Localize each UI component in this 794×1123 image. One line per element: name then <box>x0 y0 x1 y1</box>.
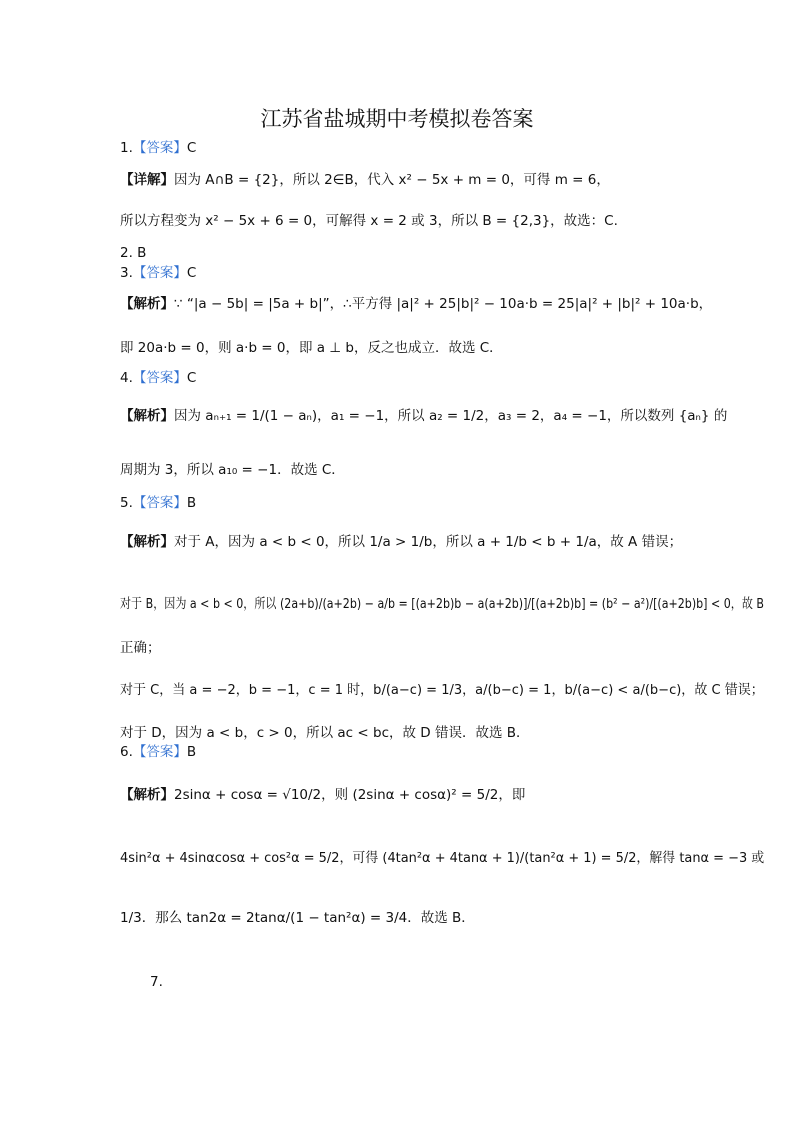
answer-line <box>120 681 764 699</box>
page-title: 江苏省盐城期中考模拟卷答案 <box>260 107 534 131</box>
section-label: 【解析】 <box>120 408 174 424</box>
line-text: ∵ “|a − 5b| = |5a + b|”，∴平方得 |a|² + 25|b|² − 10a·b = 25|a|² + |b|² + 10a·b， <box>174 296 713 312</box>
section-label: 【答案】 <box>132 140 187 156</box>
section-label: 【解析】 <box>120 787 174 803</box>
line-text: B <box>186 495 197 511</box>
line-text: 即 20a·b = 0，则 a·b = 0，即 a ⊥ b，反之也成立．故选 C． <box>120 340 503 356</box>
answer-line <box>120 724 530 742</box>
line-text: 1/3．那么 tan2α = 2tanα/(1 − tan²α) = 3/4．故选 B． <box>120 910 475 926</box>
line-text: B <box>186 744 197 760</box>
answer-line <box>120 244 146 262</box>
line-text: 正确； <box>120 640 161 656</box>
line-text: C <box>186 370 197 386</box>
line-text: C <box>186 140 197 156</box>
answer-line <box>120 295 712 313</box>
line-text: 对于 C，当 a = −2，b = −1，c = 1 时，b/(a−c) = 1/3，a/(b−c) = 1，b/(a−c) < a/(b−c)，故 C 错误； <box>120 682 764 698</box>
question-number: 4. <box>120 370 133 386</box>
line-text: 周期为 3，所以 a₁₀ = −1．故选 C． <box>120 462 345 478</box>
question-number: 1. <box>120 140 133 156</box>
question-number: 6. <box>120 744 133 760</box>
answer-line <box>120 786 525 804</box>
section-label: 【答案】 <box>132 495 187 511</box>
answer-line <box>120 639 161 657</box>
line-text: 对于 A，因为 a < b < 0，所以 1/a > 1/b，所以 a + 1/b < b + 1/a，故 A 错误； <box>174 534 683 550</box>
answer-line <box>120 849 764 867</box>
line-text: 对于 B，因为 a < b < 0，所以 (2a+b)/(a+2b) − a/b = [(a+2b)b − a(a+2b)]/[(a+2b)b] = (b² − a²)/[(a+2b)b] < 0，故 B <box>120 596 765 612</box>
answer-line <box>120 264 196 282</box>
line-text: 因为 aₙ₊₁ = 1/(1 − aₙ)，a₁ = −1，所以 a₂ = 1/2，a₃ = 2，a₄ = −1，所以数列 {aₙ} 的 <box>174 408 728 424</box>
answer-line <box>120 461 345 479</box>
answer-line <box>120 369 196 387</box>
answer-line <box>120 171 610 189</box>
answer-line <box>120 407 727 425</box>
answer-line <box>120 212 618 230</box>
section-label: 【答案】 <box>132 370 187 386</box>
section-label: 【解析】 <box>120 296 174 312</box>
question-number: 5. <box>120 495 133 511</box>
line-text: 所以方程变为 x² − 5x + 6 = 0，可解得 x = 2 或 3，所以 B = {2,3}，故选：C. <box>120 213 618 229</box>
answer-line <box>120 743 196 761</box>
answer-line <box>120 494 196 512</box>
section-label: 【解析】 <box>120 534 174 550</box>
answer-line <box>120 533 682 551</box>
line-text: 因为 A∩B = {2}，所以 2∈B，代入 x² − 5x + m = 0，可得 m = 6， <box>174 172 610 188</box>
answer-line <box>120 139 196 157</box>
answer-line <box>150 973 163 991</box>
section-label: 【详解】 <box>120 172 174 188</box>
answer-line <box>120 909 475 927</box>
answer-line <box>120 595 764 613</box>
question-number: 2. B <box>120 245 147 261</box>
line-text: 对于 D，因为 a < b，c > 0，所以 ac < bc，故 D 错误．故选 B． <box>120 725 530 741</box>
line-text: C <box>186 265 197 281</box>
answer-line <box>120 339 503 357</box>
line-text: 2sinα + cosα = √10/2，则 (2sinα + cosα)² = 5/2，即 <box>174 787 526 803</box>
section-label: 【答案】 <box>132 744 187 760</box>
line-text: 4sin²α + 4sinαcosα + cos²α = 5/2，可得 (4tan²α + 4tanα + 1)/(tan²α + 1) = 5/2，解得 tanα = −3 或 <box>120 850 765 866</box>
question-number: 3. <box>120 265 133 281</box>
question-number: 7. <box>150 974 163 990</box>
section-label: 【答案】 <box>132 265 187 281</box>
